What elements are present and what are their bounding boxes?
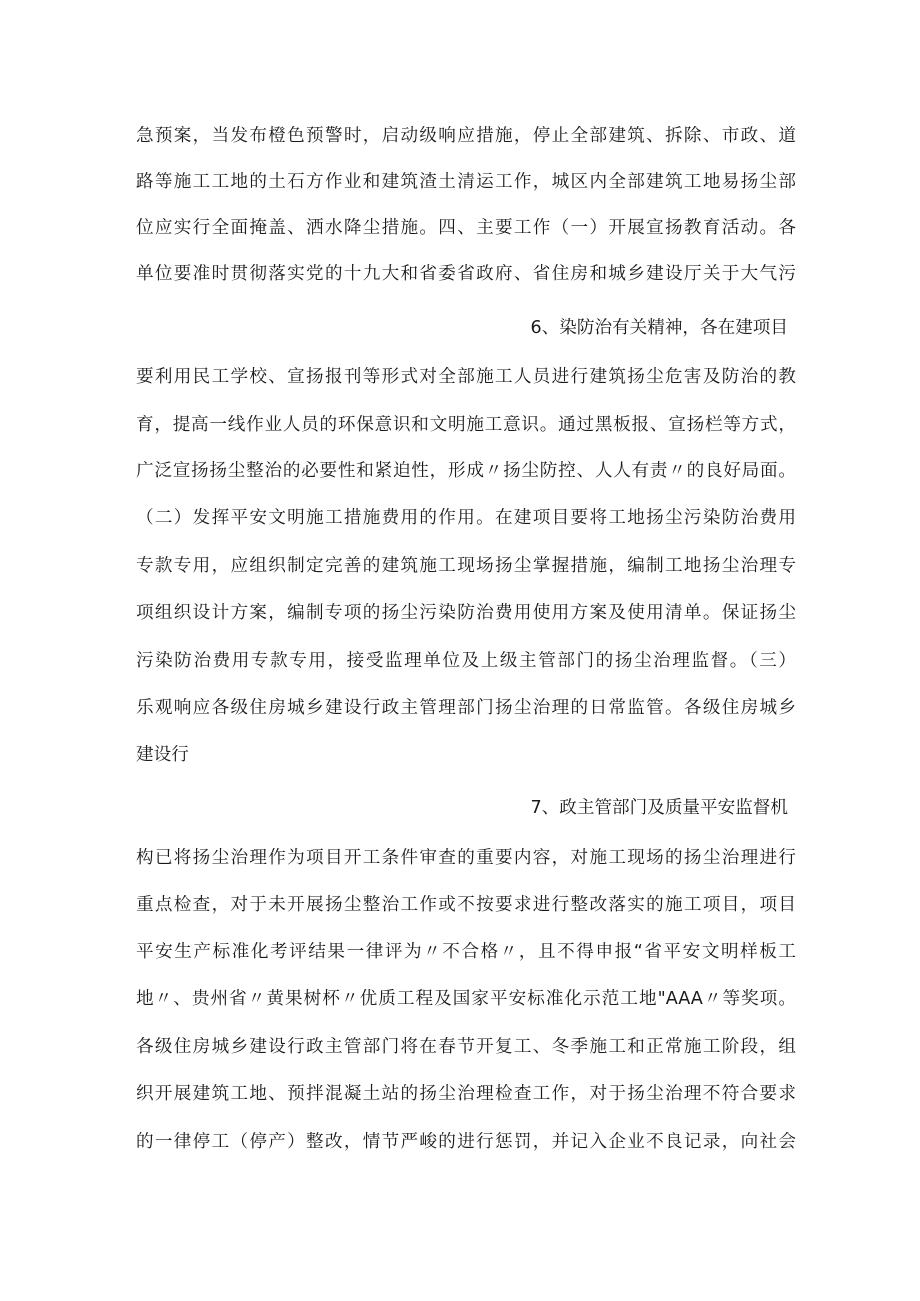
body-line: 织开展建筑工地、预拌混凝土站的扬尘治理检查工作，对于扬尘治理不符合要求	[136, 1084, 796, 1104]
body-line: 位应实行全面掩盖、洒水降尘措施。四、主要工作（一）开展宣扬教育活动。各	[136, 218, 796, 238]
body-line: 污染防治费用专款专用，接受监理单位及上级主管部门的扬尘治理监督。（三）	[136, 651, 796, 671]
body-line: 地〃、贵州省〃黄果树杯〃优质工程及国家平安标准化示范工地"AAA〃等奖项。	[136, 989, 796, 1009]
body-line: 建设行	[136, 745, 189, 765]
body-line: 路等施工工地的土石方作业和建筑渣土清运工作，城区内全部建筑工地易扬尘部	[136, 172, 796, 192]
body-line: 的一律停工（停产）整改，情节严峻的进行惩罚，并记入企业不良记录，向社会	[136, 1132, 796, 1152]
section-number-line: 7、政主管部门及质量平安监督机	[530, 798, 788, 818]
body-line: 要利用民工学校、宣扬报刊等形式对全部施工人员进行建筑扬尘危害及防治的教	[136, 367, 796, 387]
body-line: 育，提高一线作业人员的环保意识和文明施工意识。通过黑板报、宣扬栏等方式，	[136, 415, 796, 435]
body-line: 急预案，当发布橙色预警时，启动级响应措施，停止全部建筑、拆除、市政、道	[136, 126, 796, 146]
body-line: 广泛宣扬扬尘整治的必要性和紧迫性，形成〃扬尘防控、人人有责〃的良好局面。	[136, 461, 796, 481]
body-line: 乐观响应各级住房城乡建设行政主管理部门扬尘治理的日常监管。各级住房城乡	[136, 698, 796, 718]
body-line: 专款专用，应组织制定完善的建筑施工现场扬尘掌握措施，编制工地扬尘治理专	[136, 556, 796, 576]
body-line: 构已将扬尘治理作为项目开工条件审查的重要内容，对施工现场的扬尘治理进行	[136, 848, 796, 868]
body-line: （二）发挥平安文明施工措施费用的作用。在建项目要将工地扬尘污染防治费用	[136, 508, 796, 528]
body-line: 平安生产标准化考评结果一律评为〃不合格〃，且不得申报“省平安文明样板工	[136, 942, 796, 962]
section-number-line: 6、染防治有关精神，各在建项目	[530, 318, 788, 338]
body-line: 重点检查，对于未开展扬尘整治工作或不按要求进行整改落实的施工项目，项目	[136, 895, 796, 915]
body-line: 项组织设计方案，编制专项的扬尘污染防治费用使用方案及使用清单。保证扬尘	[136, 603, 796, 623]
body-line: 单位要准时贯彻落实党的十九大和省委省政府、省住房和城乡建设厅关于大气污	[136, 264, 796, 284]
body-line: 各级住房城乡建设行政主管部门将在春节开复工、冬季施工和正常施工阶段，组	[136, 1037, 796, 1057]
